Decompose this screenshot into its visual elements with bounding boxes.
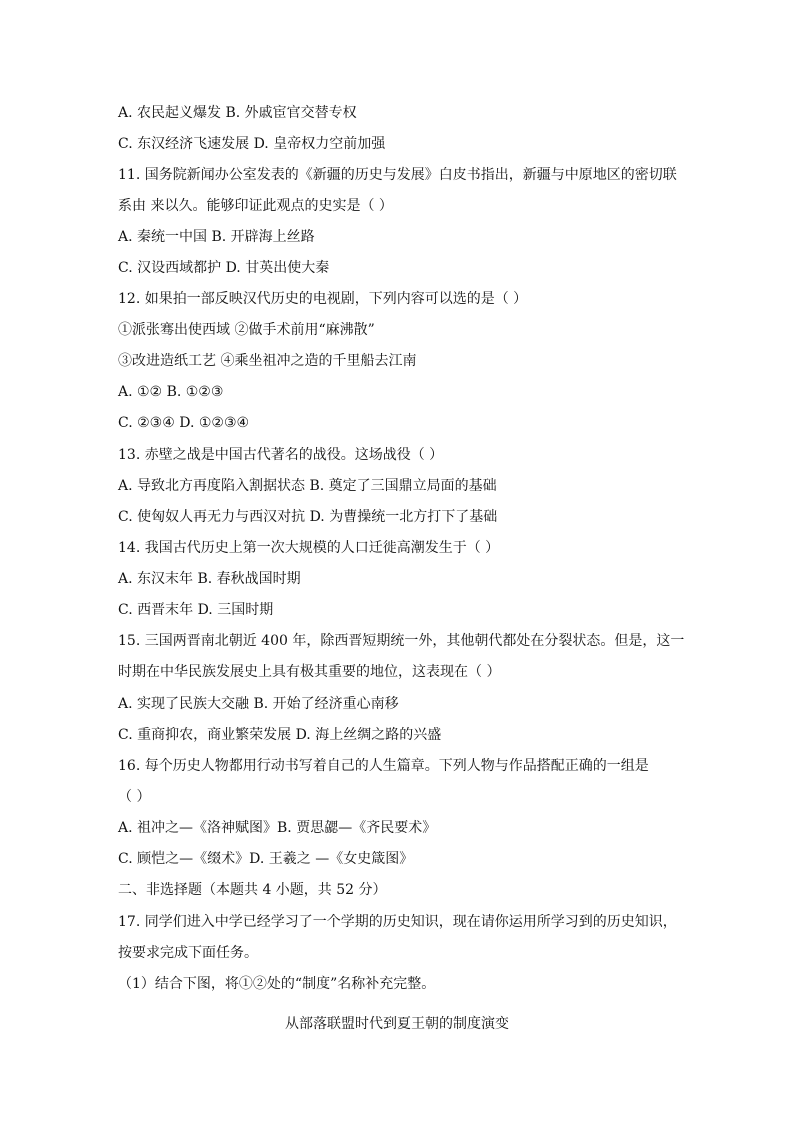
option-line: C. 重商抑农，商业繁荣发展 D. 海上丝绸之路的兴盛 [118, 727, 442, 743]
question-13: 13. 赤壁之战是中国古代著名的战役。这场战役（ ） [118, 447, 444, 463]
option-line: C. 汉设西域都护 D. 甘英出使大秦 [118, 260, 330, 276]
option-line: C. 顾恺之—《缀术》D. 王羲之 —《女史箴图》 [118, 851, 414, 867]
question-17-cont: 按要求完成下面任务。 [118, 945, 258, 961]
item-line: ①派张骞出使西域 ②做手术前用“麻沸散” [118, 322, 375, 338]
option-line: C. 东汉经济飞速发展 D. 皇帝权力空前加强 [118, 136, 386, 152]
option-line: A. ①② B. ①②③ [118, 384, 224, 400]
question-15: 15. 三国两晋南北朝近 400 年，除西晋短期统一外，其他朝代都处在分裂状态。但是，这一 [118, 633, 685, 649]
option-line: A. 东汉末年 B. 春秋战国时期 [118, 571, 301, 587]
option-line: A. 农民起义爆发 B. 外戚宦官交替专权 [118, 105, 357, 121]
section-heading: 二、非选择题（本题共 4 小题，共 52 分） [118, 882, 387, 898]
question-11: 11. 国务院新闻办公室发表的《新疆的历史与发展》白皮书指出，新疆与中原地区的密切联 [118, 167, 677, 183]
question-16-cont: （ ） [118, 789, 151, 805]
option-line: A. 实现了民族大交融 B. 开始了经济重心南移 [118, 696, 399, 712]
option-line: C. 使匈奴人再无力与西汉对抗 D. 为曹操统一北方打下了基础 [118, 509, 498, 525]
option-line: C. 西晋末年 D. 三国时期 [118, 602, 274, 618]
option-line: C. ②③④ D. ①②③④ [118, 415, 250, 431]
subquestion-1: （1）结合下图，将①②处的“制度”名称补充完整。 [118, 976, 436, 992]
option-line: A. 导致北方再度陷入割据状态 B. 奠定了三国鼎立局面的基础 [118, 478, 497, 494]
figure-title: 从部落联盟时代到夏王朝的制度演变 [285, 1016, 509, 1032]
question-15-cont: 时期在中华民族发展史上具有极其重要的地位，这表现在（ ） [118, 664, 501, 680]
question-14: 14. 我国古代历史上第一次大规模的人口迁徙高潮发生于（ ） [118, 540, 500, 556]
question-11-cont: 系由 来以久。能够印证此观点的史实是（ ） [118, 198, 393, 214]
question-12: 12. 如果拍一部反映汉代历史的电视剧，下列内容可以选的是（ ） [118, 291, 528, 307]
question-17: 17. 同学们进入中学已经学习了一个学期的历史知识，现在请你运用所学习到的历史知识， [118, 914, 677, 930]
option-line: A. 祖冲之—《洛神赋图》B. 贾思勰—《齐民要术》 [118, 820, 437, 836]
question-16: 16. 每个历史人物都用行动书写着自己的人生篇章。下列人物与作品搭配正确的一组是 [118, 758, 649, 774]
option-line: A. 秦统一中国 B. 开辟海上丝路 [118, 229, 315, 245]
item-line: ③改进造纸工艺 ④乘坐祖冲之造的千里船去江南 [118, 353, 417, 369]
